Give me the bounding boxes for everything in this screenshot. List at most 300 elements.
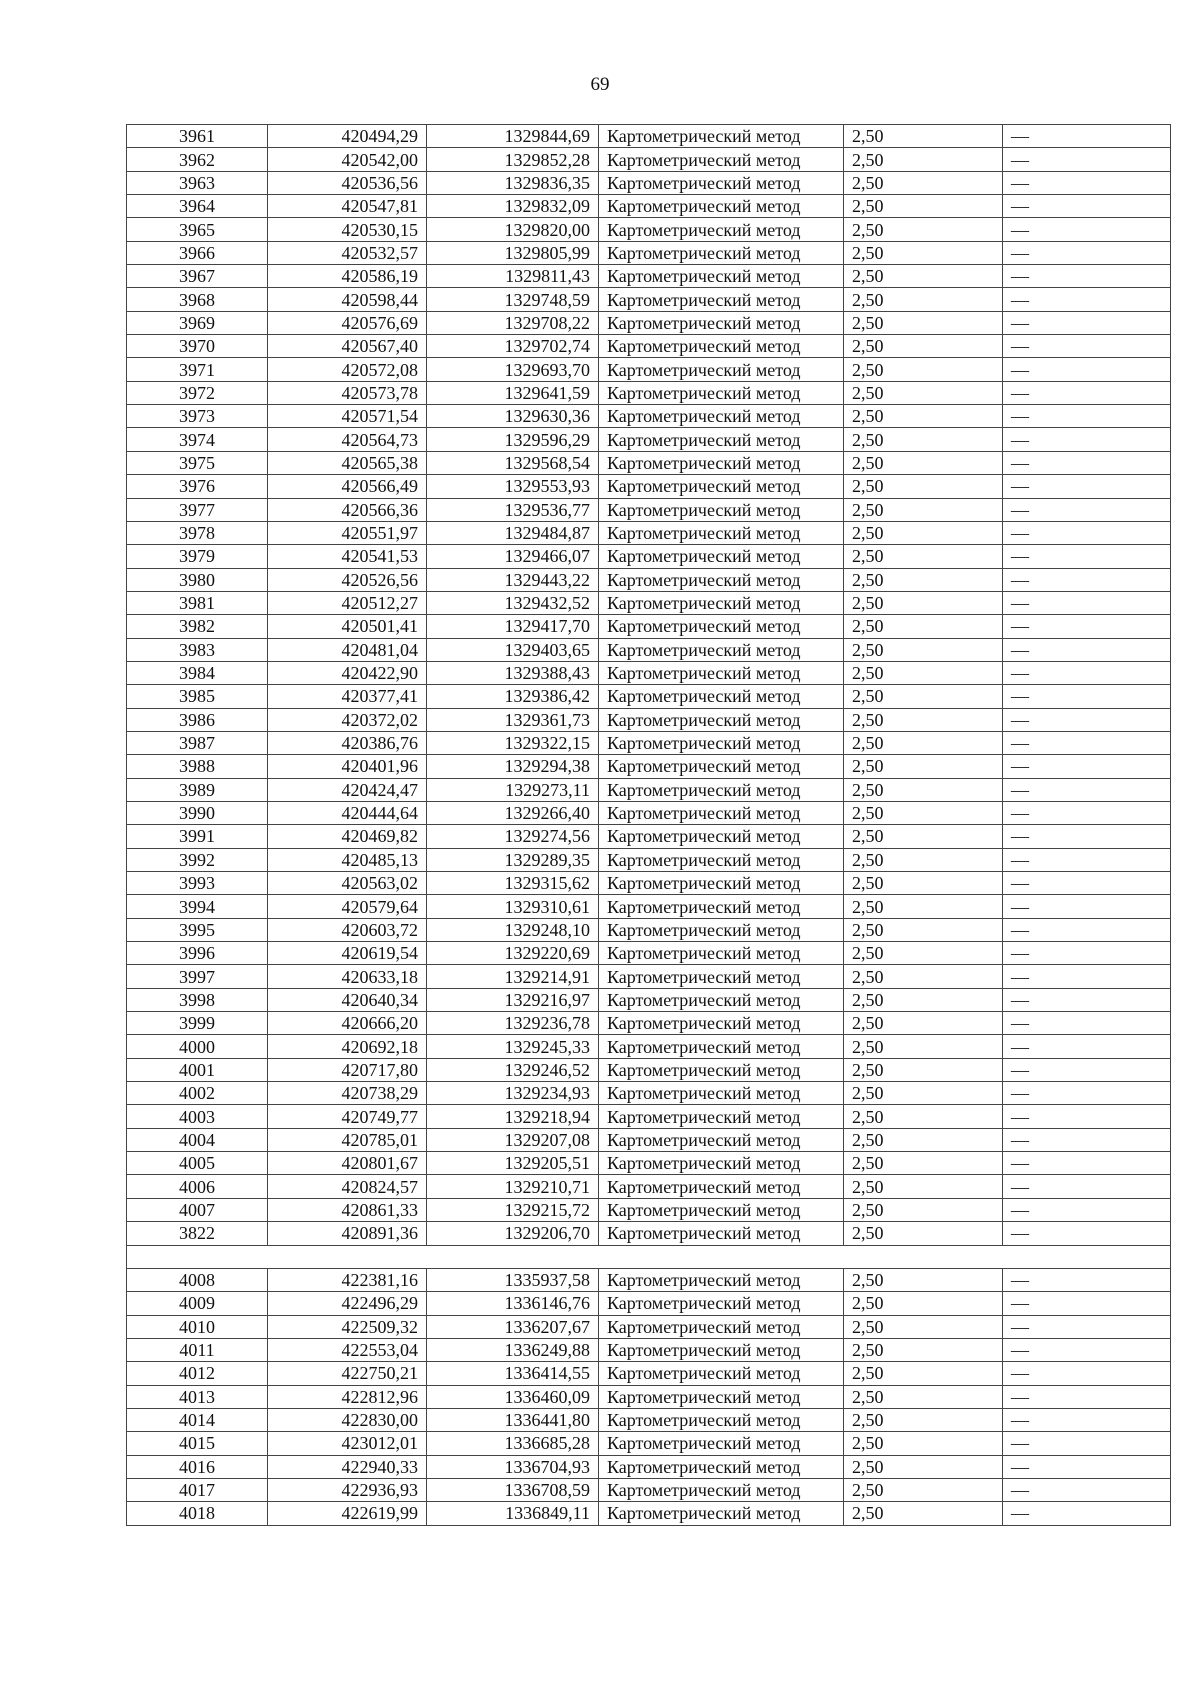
x-coordinate-cell: 420572,08 xyxy=(268,358,427,381)
table-row xyxy=(127,171,1171,194)
accuracy-cell: 2,50 xyxy=(844,1175,1003,1198)
y-coordinate-cell: 1329596,29 xyxy=(427,428,599,451)
accuracy-cell: 2,50 xyxy=(844,1292,1003,1315)
x-coordinate-cell: 420547,81 xyxy=(268,195,427,218)
y-coordinate-cell: 1329361,73 xyxy=(427,708,599,731)
method-cell: Картометрический метод xyxy=(599,405,844,428)
method-cell: Картометрический метод xyxy=(599,965,844,988)
point-number-cell: 4011 xyxy=(127,1338,268,1361)
method-cell: Картометрический метод xyxy=(599,1432,844,1455)
y-coordinate-cell: 1335937,58 xyxy=(427,1268,599,1291)
accuracy-cell: 2,50 xyxy=(844,638,1003,661)
method-cell: Картометрический метод xyxy=(599,1502,844,1525)
accuracy-cell: 2,50 xyxy=(844,1385,1003,1408)
table-row xyxy=(127,1222,1171,1245)
x-coordinate-cell: 420598,44 xyxy=(268,288,427,311)
x-coordinate-cell: 420571,54 xyxy=(268,405,427,428)
method-cell: Картометрический метод xyxy=(599,1152,844,1175)
y-coordinate-cell: 1329206,70 xyxy=(427,1222,599,1245)
x-coordinate-cell: 420481,04 xyxy=(268,638,427,661)
method-cell: Картометрический метод xyxy=(599,241,844,264)
accuracy-cell: 2,50 xyxy=(844,545,1003,568)
method-cell: Картометрический метод xyxy=(599,685,844,708)
point-number-cell: 4007 xyxy=(127,1198,268,1221)
point-number-cell: 3978 xyxy=(127,521,268,544)
x-coordinate-cell: 420666,20 xyxy=(268,1012,427,1035)
method-cell: Картометрический метод xyxy=(599,1128,844,1151)
page-number: 69 xyxy=(590,74,610,95)
extra-cell: — xyxy=(1003,848,1171,871)
method-cell: Картометрический метод xyxy=(599,335,844,358)
accuracy-cell: 2,50 xyxy=(844,475,1003,498)
y-coordinate-cell: 1329205,51 xyxy=(427,1152,599,1175)
table-row xyxy=(127,1012,1171,1035)
table-row xyxy=(127,708,1171,731)
table-row xyxy=(127,942,1171,965)
extra-cell: — xyxy=(1003,1362,1171,1385)
x-coordinate-cell: 420579,64 xyxy=(268,895,427,918)
extra-cell: — xyxy=(1003,1432,1171,1455)
y-coordinate-cell: 1329388,43 xyxy=(427,661,599,684)
method-cell: Картометрический метод xyxy=(599,1268,844,1291)
accuracy-cell: 2,50 xyxy=(844,895,1003,918)
x-coordinate-cell: 420401,96 xyxy=(268,755,427,778)
accuracy-cell: 2,50 xyxy=(844,1012,1003,1035)
point-number-cell: 3969 xyxy=(127,311,268,334)
extra-cell: — xyxy=(1003,755,1171,778)
point-number-cell: 3998 xyxy=(127,988,268,1011)
extra-cell: — xyxy=(1003,1152,1171,1175)
x-coordinate-cell: 420738,29 xyxy=(268,1082,427,1105)
method-cell: Картометрический метод xyxy=(599,778,844,801)
method-cell: Картометрический метод xyxy=(599,381,844,404)
table-row xyxy=(127,218,1171,241)
method-cell: Картометрический метод xyxy=(599,638,844,661)
extra-cell: — xyxy=(1003,1268,1171,1291)
point-number-cell: 3962 xyxy=(127,148,268,171)
accuracy-cell: 2,50 xyxy=(844,451,1003,474)
point-number-cell: 3965 xyxy=(127,218,268,241)
accuracy-cell: 2,50 xyxy=(844,1268,1003,1291)
point-number-cell: 3996 xyxy=(127,942,268,965)
method-cell: Картометрический метод xyxy=(599,1035,844,1058)
x-coordinate-cell: 420386,76 xyxy=(268,731,427,754)
table-row xyxy=(127,1268,1171,1291)
point-number-cell: 3976 xyxy=(127,475,268,498)
method-cell: Картометрический метод xyxy=(599,521,844,544)
accuracy-cell: 2,50 xyxy=(844,918,1003,941)
accuracy-cell: 2,50 xyxy=(844,568,1003,591)
point-number-cell: 4013 xyxy=(127,1385,268,1408)
table-row xyxy=(127,1362,1171,1385)
accuracy-cell: 2,50 xyxy=(844,965,1003,988)
accuracy-cell: 2,50 xyxy=(844,661,1003,684)
table-row xyxy=(127,1105,1171,1128)
point-number-cell: 4000 xyxy=(127,1035,268,1058)
point-number-cell: 4003 xyxy=(127,1105,268,1128)
group-separator-row xyxy=(127,1245,1171,1268)
x-coordinate-cell: 420785,01 xyxy=(268,1128,427,1151)
table-row xyxy=(127,872,1171,895)
table-row xyxy=(127,545,1171,568)
y-coordinate-cell: 1329218,94 xyxy=(427,1105,599,1128)
y-coordinate-cell: 1329207,08 xyxy=(427,1128,599,1151)
table-row xyxy=(127,848,1171,871)
point-number-cell: 3967 xyxy=(127,265,268,288)
accuracy-cell: 2,50 xyxy=(844,1152,1003,1175)
table-row xyxy=(127,195,1171,218)
accuracy-cell: 2,50 xyxy=(844,381,1003,404)
extra-cell: — xyxy=(1003,1408,1171,1431)
x-coordinate-cell: 420861,33 xyxy=(268,1198,427,1221)
method-cell: Картометрический метод xyxy=(599,451,844,474)
x-coordinate-cell: 420501,41 xyxy=(268,615,427,638)
method-cell: Картометрический метод xyxy=(599,848,844,871)
point-number-cell: 3961 xyxy=(127,125,268,148)
table-row xyxy=(127,1082,1171,1105)
x-coordinate-cell: 420542,00 xyxy=(268,148,427,171)
method-cell: Картометрический метод xyxy=(599,265,844,288)
y-coordinate-cell: 1329832,09 xyxy=(427,195,599,218)
x-coordinate-cell: 420377,41 xyxy=(268,685,427,708)
method-cell: Картометрический метод xyxy=(599,428,844,451)
extra-cell: — xyxy=(1003,311,1171,334)
point-number-cell: 4018 xyxy=(127,1502,268,1525)
accuracy-cell: 2,50 xyxy=(844,218,1003,241)
x-coordinate-cell: 422619,99 xyxy=(268,1502,427,1525)
y-coordinate-cell: 1329322,15 xyxy=(427,731,599,754)
table-row xyxy=(127,1338,1171,1361)
method-cell: Картометрический метод xyxy=(599,1315,844,1338)
table-row xyxy=(127,1502,1171,1525)
extra-cell: — xyxy=(1003,872,1171,895)
point-number-cell: 3982 xyxy=(127,615,268,638)
table-row xyxy=(127,1035,1171,1058)
x-coordinate-cell: 420603,72 xyxy=(268,918,427,941)
x-coordinate-cell: 420749,77 xyxy=(268,1105,427,1128)
table-row xyxy=(127,1198,1171,1221)
table-row xyxy=(127,895,1171,918)
accuracy-cell: 2,50 xyxy=(844,241,1003,264)
accuracy-cell: 2,50 xyxy=(844,265,1003,288)
method-cell: Картометрический метод xyxy=(599,1082,844,1105)
method-cell: Картометрический метод xyxy=(599,661,844,684)
y-coordinate-cell: 1329836,35 xyxy=(427,171,599,194)
method-cell: Картометрический метод xyxy=(599,988,844,1011)
y-coordinate-cell: 1329708,22 xyxy=(427,311,599,334)
table-row xyxy=(127,428,1171,451)
method-cell: Картометрический метод xyxy=(599,1198,844,1221)
x-coordinate-cell: 420422,90 xyxy=(268,661,427,684)
method-cell: Картометрический метод xyxy=(599,801,844,824)
accuracy-cell: 2,50 xyxy=(844,521,1003,544)
accuracy-cell: 2,50 xyxy=(844,1478,1003,1501)
y-coordinate-cell: 1329386,42 xyxy=(427,685,599,708)
extra-cell: — xyxy=(1003,825,1171,848)
point-number-cell: 4009 xyxy=(127,1292,268,1315)
method-cell: Картометрический метод xyxy=(599,311,844,334)
y-coordinate-cell: 1329641,59 xyxy=(427,381,599,404)
method-cell: Картометрический метод xyxy=(599,1408,844,1431)
extra-cell: — xyxy=(1003,615,1171,638)
x-coordinate-cell: 422940,33 xyxy=(268,1455,427,1478)
extra-cell: — xyxy=(1003,498,1171,521)
point-number-cell: 4017 xyxy=(127,1478,268,1501)
table-row xyxy=(127,381,1171,404)
method-cell: Картометрический метод xyxy=(599,825,844,848)
y-coordinate-cell: 1329630,36 xyxy=(427,405,599,428)
extra-cell: — xyxy=(1003,1198,1171,1221)
y-coordinate-cell: 1336414,55 xyxy=(427,1362,599,1385)
table-row xyxy=(127,451,1171,474)
method-cell: Картометрический метод xyxy=(599,615,844,638)
x-coordinate-cell: 420563,02 xyxy=(268,872,427,895)
extra-cell: — xyxy=(1003,1315,1171,1338)
y-coordinate-cell: 1329310,61 xyxy=(427,895,599,918)
point-number-cell: 3991 xyxy=(127,825,268,848)
extra-cell: — xyxy=(1003,638,1171,661)
point-number-cell: 3963 xyxy=(127,171,268,194)
method-cell: Картометрический метод xyxy=(599,895,844,918)
method-cell: Картометрический метод xyxy=(599,872,844,895)
point-number-cell: 3995 xyxy=(127,918,268,941)
table-row xyxy=(127,405,1171,428)
x-coordinate-cell: 422750,21 xyxy=(268,1362,427,1385)
point-number-cell: 3975 xyxy=(127,451,268,474)
y-coordinate-cell: 1329432,52 xyxy=(427,591,599,614)
point-number-cell: 3994 xyxy=(127,895,268,918)
accuracy-cell: 2,50 xyxy=(844,195,1003,218)
extra-cell: — xyxy=(1003,148,1171,171)
table-row xyxy=(127,1455,1171,1478)
accuracy-cell: 2,50 xyxy=(844,731,1003,754)
method-cell: Картометрический метод xyxy=(599,1385,844,1408)
extra-cell: — xyxy=(1003,1058,1171,1081)
accuracy-cell: 2,50 xyxy=(844,755,1003,778)
extra-cell: — xyxy=(1003,1222,1171,1245)
method-cell: Картометрический метод xyxy=(599,195,844,218)
accuracy-cell: 2,50 xyxy=(844,591,1003,614)
y-coordinate-cell: 1329844,69 xyxy=(427,125,599,148)
table-row xyxy=(127,148,1171,171)
y-coordinate-cell: 1329417,70 xyxy=(427,615,599,638)
extra-cell: — xyxy=(1003,1128,1171,1151)
method-cell: Картометрический метод xyxy=(599,1455,844,1478)
method-cell: Картометрический метод xyxy=(599,1478,844,1501)
point-number-cell: 4008 xyxy=(127,1268,268,1291)
point-number-cell: 3974 xyxy=(127,428,268,451)
accuracy-cell: 2,50 xyxy=(844,1338,1003,1361)
method-cell: Картометрический метод xyxy=(599,568,844,591)
extra-cell: — xyxy=(1003,708,1171,731)
point-number-cell: 4015 xyxy=(127,1432,268,1455)
coordinates-table xyxy=(126,124,1171,1526)
y-coordinate-cell: 1329220,69 xyxy=(427,942,599,965)
x-coordinate-cell: 420444,64 xyxy=(268,801,427,824)
method-cell: Картометрический метод xyxy=(599,1058,844,1081)
x-coordinate-cell: 420824,57 xyxy=(268,1175,427,1198)
table-row xyxy=(127,335,1171,358)
extra-cell: — xyxy=(1003,778,1171,801)
table-row xyxy=(127,591,1171,614)
point-number-cell: 3990 xyxy=(127,801,268,824)
method-cell: Картометрический метод xyxy=(599,475,844,498)
extra-cell: — xyxy=(1003,358,1171,381)
x-coordinate-cell: 420633,18 xyxy=(268,965,427,988)
y-coordinate-cell: 1329236,78 xyxy=(427,1012,599,1035)
point-number-cell: 3968 xyxy=(127,288,268,311)
accuracy-cell: 2,50 xyxy=(844,125,1003,148)
x-coordinate-cell: 420532,57 xyxy=(268,241,427,264)
y-coordinate-cell: 1329553,93 xyxy=(427,475,599,498)
method-cell: Картометрический метод xyxy=(599,1105,844,1128)
accuracy-cell: 2,50 xyxy=(844,942,1003,965)
extra-cell: — xyxy=(1003,521,1171,544)
point-number-cell: 4012 xyxy=(127,1362,268,1385)
x-coordinate-cell: 420640,34 xyxy=(268,988,427,1011)
point-number-cell: 3977 xyxy=(127,498,268,521)
table-row xyxy=(127,521,1171,544)
extra-cell: — xyxy=(1003,428,1171,451)
point-number-cell: 3993 xyxy=(127,872,268,895)
y-coordinate-cell: 1336685,28 xyxy=(427,1432,599,1455)
y-coordinate-cell: 1336249,88 xyxy=(427,1338,599,1361)
accuracy-cell: 2,50 xyxy=(844,171,1003,194)
method-cell: Картометрический метод xyxy=(599,498,844,521)
table-row xyxy=(127,685,1171,708)
x-coordinate-cell: 422936,93 xyxy=(268,1478,427,1501)
x-coordinate-cell: 420526,56 xyxy=(268,568,427,591)
table-row xyxy=(127,731,1171,754)
x-coordinate-cell: 420586,19 xyxy=(268,265,427,288)
y-coordinate-cell: 1329246,52 xyxy=(427,1058,599,1081)
extra-cell: — xyxy=(1003,241,1171,264)
extra-cell: — xyxy=(1003,475,1171,498)
table-row xyxy=(127,358,1171,381)
x-coordinate-cell: 422509,32 xyxy=(268,1315,427,1338)
method-cell: Картометрический метод xyxy=(599,1175,844,1198)
y-coordinate-cell: 1336708,59 xyxy=(427,1478,599,1501)
y-coordinate-cell: 1336441,80 xyxy=(427,1408,599,1431)
accuracy-cell: 2,50 xyxy=(844,1362,1003,1385)
table-row xyxy=(127,1128,1171,1151)
accuracy-cell: 2,50 xyxy=(844,335,1003,358)
method-cell: Картометрический метод xyxy=(599,591,844,614)
extra-cell: — xyxy=(1003,1502,1171,1525)
table-row xyxy=(127,1478,1171,1501)
x-coordinate-cell: 422812,96 xyxy=(268,1385,427,1408)
extra-cell: — xyxy=(1003,918,1171,941)
accuracy-cell: 2,50 xyxy=(844,1058,1003,1081)
extra-cell: — xyxy=(1003,685,1171,708)
point-number-cell: 3997 xyxy=(127,965,268,988)
accuracy-cell: 2,50 xyxy=(844,1222,1003,1245)
point-number-cell: 3988 xyxy=(127,755,268,778)
y-coordinate-cell: 1329266,40 xyxy=(427,801,599,824)
method-cell: Картометрический метод xyxy=(599,1012,844,1035)
table-row xyxy=(127,568,1171,591)
point-number-cell: 3989 xyxy=(127,778,268,801)
method-cell: Картометрический метод xyxy=(599,918,844,941)
accuracy-cell: 2,50 xyxy=(844,358,1003,381)
accuracy-cell: 2,50 xyxy=(844,288,1003,311)
y-coordinate-cell: 1329403,65 xyxy=(427,638,599,661)
x-coordinate-cell: 420536,56 xyxy=(268,171,427,194)
accuracy-cell: 2,50 xyxy=(844,1082,1003,1105)
point-number-cell: 3964 xyxy=(127,195,268,218)
point-number-cell: 3986 xyxy=(127,708,268,731)
extra-cell: — xyxy=(1003,545,1171,568)
accuracy-cell: 2,50 xyxy=(844,1432,1003,1455)
y-coordinate-cell: 1329245,33 xyxy=(427,1035,599,1058)
point-number-cell: 3981 xyxy=(127,591,268,614)
x-coordinate-cell: 422553,04 xyxy=(268,1338,427,1361)
point-number-cell: 4016 xyxy=(127,1455,268,1478)
y-coordinate-cell: 1329234,93 xyxy=(427,1082,599,1105)
accuracy-cell: 2,50 xyxy=(844,708,1003,731)
y-coordinate-cell: 1329484,87 xyxy=(427,521,599,544)
y-coordinate-cell: 1329568,54 xyxy=(427,451,599,474)
extra-cell: — xyxy=(1003,171,1171,194)
point-number-cell: 3966 xyxy=(127,241,268,264)
point-number-cell: 4001 xyxy=(127,1058,268,1081)
method-cell: Картометрический метод xyxy=(599,1362,844,1385)
method-cell: Картометрический метод xyxy=(599,358,844,381)
y-coordinate-cell: 1329215,72 xyxy=(427,1198,599,1221)
extra-cell: — xyxy=(1003,965,1171,988)
x-coordinate-cell: 420512,27 xyxy=(268,591,427,614)
y-coordinate-cell: 1336849,11 xyxy=(427,1502,599,1525)
extra-cell: — xyxy=(1003,1385,1171,1408)
y-coordinate-cell: 1329274,56 xyxy=(427,825,599,848)
extra-cell: — xyxy=(1003,1292,1171,1315)
x-coordinate-cell: 420566,36 xyxy=(268,498,427,521)
y-coordinate-cell: 1329702,74 xyxy=(427,335,599,358)
x-coordinate-cell: 420692,18 xyxy=(268,1035,427,1058)
point-number-cell: 3980 xyxy=(127,568,268,591)
method-cell: Картометрический метод xyxy=(599,1292,844,1315)
table-row xyxy=(127,241,1171,264)
extra-cell: — xyxy=(1003,568,1171,591)
x-coordinate-cell: 420551,97 xyxy=(268,521,427,544)
table-row xyxy=(127,638,1171,661)
y-coordinate-cell: 1329820,00 xyxy=(427,218,599,241)
accuracy-cell: 2,50 xyxy=(844,1455,1003,1478)
method-cell: Картометрический метод xyxy=(599,755,844,778)
y-coordinate-cell: 1329748,59 xyxy=(427,288,599,311)
table-row xyxy=(127,1385,1171,1408)
extra-cell: — xyxy=(1003,801,1171,824)
accuracy-cell: 2,50 xyxy=(844,1105,1003,1128)
x-coordinate-cell: 420565,38 xyxy=(268,451,427,474)
table-row xyxy=(127,1315,1171,1338)
y-coordinate-cell: 1329811,43 xyxy=(427,265,599,288)
point-number-cell: 3973 xyxy=(127,405,268,428)
table-row xyxy=(127,755,1171,778)
y-coordinate-cell: 1336460,09 xyxy=(427,1385,599,1408)
point-number-cell: 3984 xyxy=(127,661,268,684)
accuracy-cell: 2,50 xyxy=(844,988,1003,1011)
coordinates-table-body xyxy=(127,125,1171,1526)
point-number-cell: 4010 xyxy=(127,1315,268,1338)
x-coordinate-cell: 420564,73 xyxy=(268,428,427,451)
point-number-cell: 3999 xyxy=(127,1012,268,1035)
accuracy-cell: 2,50 xyxy=(844,148,1003,171)
x-coordinate-cell: 420530,15 xyxy=(268,218,427,241)
extra-cell: — xyxy=(1003,1082,1171,1105)
table-row xyxy=(127,475,1171,498)
y-coordinate-cell: 1336704,93 xyxy=(427,1455,599,1478)
